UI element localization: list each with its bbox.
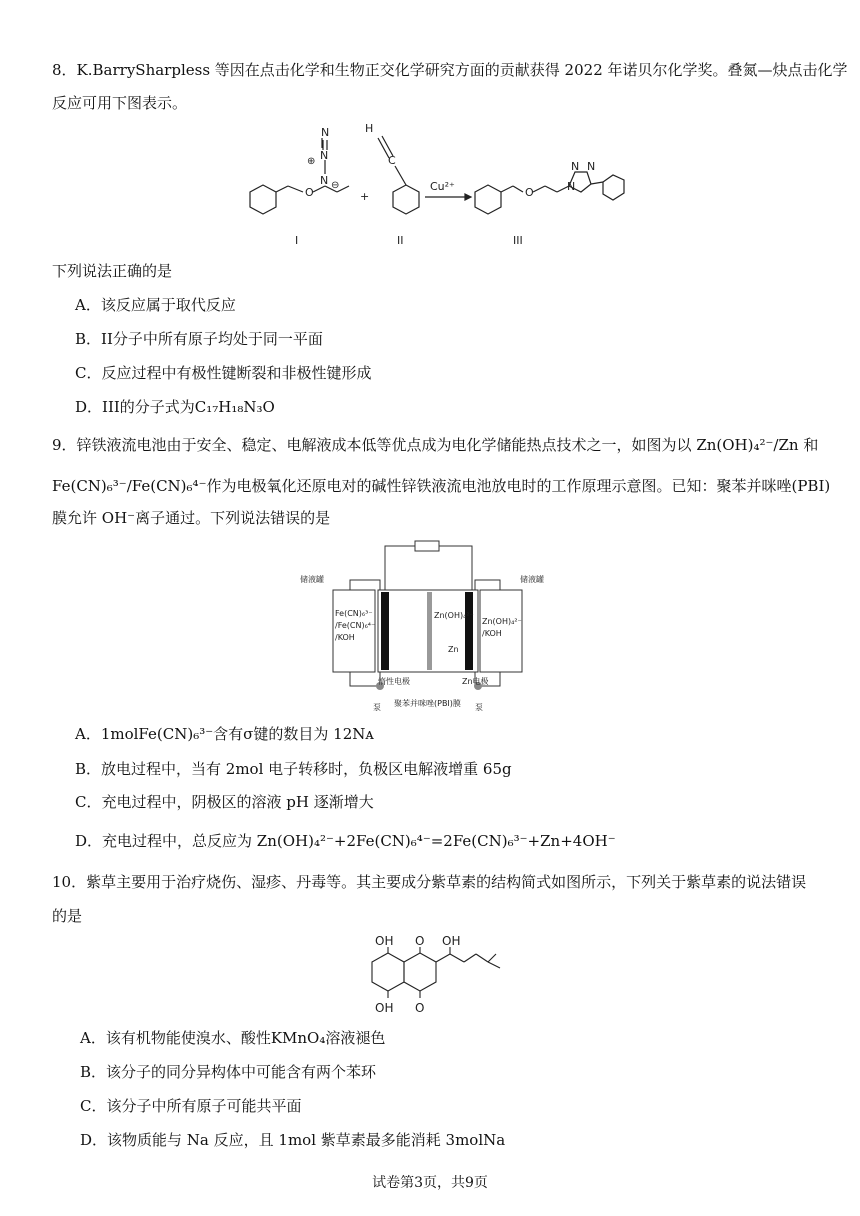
zn-electrode-label: Zn电极 bbox=[462, 677, 489, 686]
left-solution-2: /Fe(CN)₆⁴⁻ bbox=[335, 621, 376, 630]
q8-reaction-figure bbox=[225, 120, 645, 255]
q10-option-a: A．该有机物能使溴水、酸性KMnO₄溶液褪色 bbox=[80, 1029, 386, 1047]
right-solution-2: /KOH bbox=[482, 629, 502, 638]
q9-option-d: D．充电过程中，总反应为 Zn(OH)₄²⁻+2Fe(CN)₆⁴⁻=2Fe(CN)₆³⁻+Zn+4OH⁻ bbox=[75, 832, 616, 850]
q8-stem-line2: 反应可用下图表示。 bbox=[52, 94, 188, 112]
q9-stem-line3: 膜允许 OH⁻离子通过。下列说法错误的是 bbox=[52, 509, 331, 527]
o-label-1: O bbox=[415, 934, 425, 948]
tank-right-label: 储液罐 bbox=[520, 575, 544, 584]
label-III: III bbox=[513, 234, 523, 247]
pump-left-label: 泵 bbox=[373, 703, 381, 712]
inert-electrode-label: 惰性电极 bbox=[378, 677, 410, 686]
svg-text:N: N bbox=[320, 149, 329, 162]
svg-text:N: N bbox=[587, 160, 596, 173]
q8-option-c: C．反应过程中有极性键断裂和非极性键形成 bbox=[75, 364, 372, 382]
q10-option-b: B．该分子的同分异构体中可能含有两个苯环 bbox=[80, 1063, 377, 1081]
q9-stem-line1: 9．锌铁液流电池由于安全、稳定、电解液成本低等优点成为电化学储能热点技术之一，如图为以 Zn(OH)₄²⁻/Zn 和 bbox=[52, 436, 819, 454]
q9-option-c: C．充电过程中，阴极区的溶液 pH 逐渐增大 bbox=[75, 793, 374, 811]
left-solution-3: /KOH bbox=[335, 633, 355, 642]
q10-stem-line2: 的是 bbox=[52, 907, 83, 925]
pump-right-label: 泵 bbox=[475, 703, 483, 712]
svg-text:C: C bbox=[388, 154, 396, 167]
svg-text:+: + bbox=[360, 190, 370, 203]
q9-option-a: A．1molFe(CN)₆³⁻含有σ键的数目为 12Nᴀ bbox=[75, 725, 374, 743]
label-I: I bbox=[295, 234, 299, 247]
left-solution-1: Fe(CN)₆³⁻ bbox=[335, 609, 373, 618]
oh-label-3: OH bbox=[375, 1001, 394, 1015]
q8-question: 下列说法正确的是 bbox=[52, 262, 173, 280]
svg-text:H: H bbox=[365, 122, 374, 135]
tank-left-label: 储液罐 bbox=[300, 575, 324, 584]
svg-text:N: N bbox=[571, 160, 580, 173]
svg-text:⊖: ⊖ bbox=[331, 180, 340, 191]
membrane-label: 聚苯并咪唑(PBI)膜 bbox=[394, 699, 461, 708]
q10-option-d: D．该物质能与 Na 反应，且 1mol 紫草素最多能消耗 3molNa bbox=[80, 1131, 506, 1149]
oh-label-2: OH bbox=[442, 934, 461, 948]
svg-text:O: O bbox=[305, 186, 314, 199]
svg-text:N: N bbox=[321, 126, 330, 139]
q9-option-b: B．放电过程中，当有 2mol 电子转移时，负极区电解液增重 65g bbox=[75, 760, 512, 778]
svg-text:⊕: ⊕ bbox=[307, 156, 316, 167]
page-footer: 试卷第3页，共9页 bbox=[372, 1175, 488, 1191]
inner-bottom-label: Zn bbox=[448, 645, 459, 654]
svg-text:N: N bbox=[320, 174, 329, 187]
q10-structure-figure bbox=[360, 932, 510, 1020]
q10-option-c: C．该分子中所有原子可能共平面 bbox=[80, 1097, 302, 1115]
q9-stem-line2: Fe(CN)₆³⁻/Fe(CN)₆⁴⁻作为电极氧化还原电对的碱性锌铁液流电池放电时的工作原理示意图。已知：聚苯并咪唑(PBI) bbox=[52, 477, 831, 495]
inner-top-label: Zn(OH)₄²⁻ bbox=[434, 611, 474, 620]
o-label-2: O bbox=[415, 1001, 425, 1015]
q8-option-d: D．III的分子式为C₁₇H₁₈N₃O bbox=[75, 398, 275, 416]
q9-battery-figure bbox=[300, 538, 560, 718]
label-II: II bbox=[397, 234, 404, 247]
q8-option-b: B．II分子中所有原子均处于同一平面 bbox=[75, 330, 323, 348]
catalyst-label: Cu²⁺ bbox=[430, 180, 455, 193]
q10-stem-line1: 10．紫草主要用于治疗烧伤、湿疹、丹毒等。其主要成分紫草素的结构简式如图所示，下列关于紫草素的说法错误 bbox=[52, 873, 807, 891]
svg-text:O: O bbox=[525, 186, 534, 199]
right-solution-1: Zn(OH)₄²⁻ bbox=[482, 617, 522, 626]
q8-option-a: A．该反应属于取代反应 bbox=[75, 296, 236, 314]
q8-stem-line1: 8．K.BarrySharpless 等因在点击化学和生物正交化学研究方面的贡献获得 2022 年诺贝尔化学奖。叠氮—炔点击化学 bbox=[52, 61, 848, 79]
oh-label-1: OH bbox=[375, 934, 394, 948]
svg-text:N: N bbox=[567, 180, 576, 193]
